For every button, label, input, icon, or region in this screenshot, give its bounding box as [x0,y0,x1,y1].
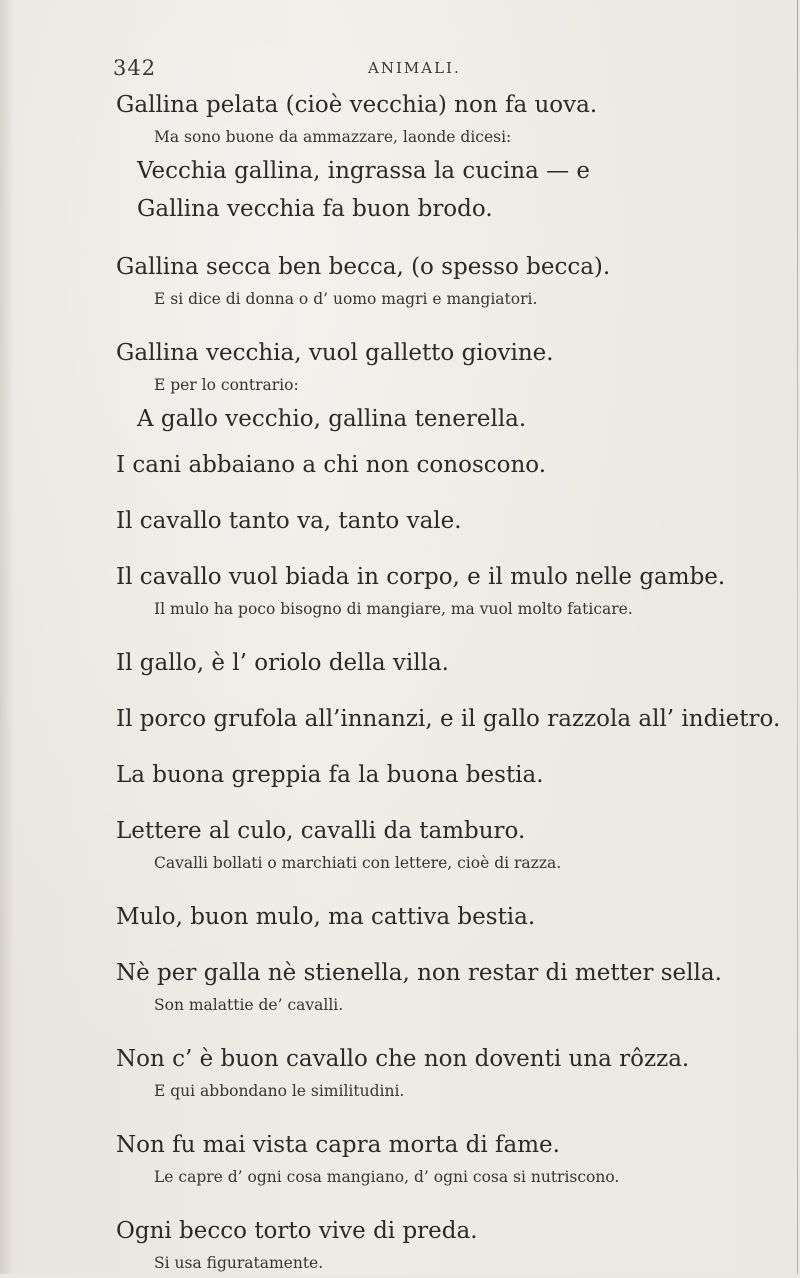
proverb-entry [0,1214,800,1278]
page-header [113,56,713,86]
proverb-part: Gallina pelata (cioè vecchia) non fa uova. [116,92,598,118]
proverb-entry [0,504,800,538]
proverb-note: Cavalli bollati o marchiati con lettere, cioè di razza. [154,854,562,872]
proverb-text: La buona greppia fa la buona bestia. [116,762,544,788]
proverb-entry [0,88,800,228]
proverb-entry [0,814,800,878]
proverb-list [0,88,800,1278]
proverb-text: I cani abbaiano a chi non conoscono. [116,452,547,478]
proverb-text: Il gallo, è l’ oriolo della villa. [116,650,449,676]
proverb-note: Son malattie de’ cavalli. [154,996,344,1014]
proverb-entry [0,956,800,1020]
proverb-entry [0,702,800,736]
proverb-text: Il cavallo vuol biada in corpo, e il mulo nelle gambe. [116,564,726,590]
proverb-note: E per lo contrario: [154,376,299,394]
proverb-entry [0,1128,800,1192]
proverb-text: Non c’ è buon cavallo che non doventi una rôzza. [116,1046,690,1072]
proverb-text: Non fu mai vista capra morta di fame. [116,1132,560,1158]
proverb-entry [0,1042,800,1106]
proverb-subline: Vecchia gallina, ingrassa la cucina — e [137,158,591,184]
proverb-note: Le capre d’ ogni cosa mangiano, d’ ogni cosa si nutriscono. [154,1168,620,1186]
proverb-subline: A gallo vecchio, gallina tenerella. [137,406,527,432]
page-number: 342 [113,56,157,80]
proverb-text: Ogni becco torto vive di preda. [116,1218,478,1244]
proverb-entry [0,646,800,680]
proverb-note: Ma sono buone da ammazzare, laonde dicesi: [154,128,512,146]
proverb-text: Il cavallo tanto va, tanto vale. [116,508,462,534]
proverb-subline: Gallina vecchia fa buon brodo. [137,196,493,222]
proverb-text: Gallina vecchia, vuol galletto giovine. [116,340,554,366]
proverb-entry [0,250,800,314]
proverb-text [116,88,800,122]
proverb-entry [0,900,800,934]
proverb-entry [0,758,800,792]
proverb-entry [0,448,800,482]
proverb-text: Gallina secca ben becca, (o spesso becca). [116,254,611,280]
proverb-entry [0,560,800,624]
proverb-entry [0,336,800,438]
running-title: ANIMALI. [368,59,461,77]
proverb-text: Lettere al culo, cavalli da tamburo. [116,818,526,844]
proverb-note: Il mulo ha poco bisogno di mangiare, ma vuol molto faticare. [154,600,633,618]
proverb-note: Si usa figuratamente. [154,1254,324,1272]
proverb-text: Mulo, buon mulo, ma cattiva bestia. [116,904,536,930]
proverb-text: Il porco grufola all’innanzi, e il gallo razzola all’ indietro. [116,706,781,732]
proverb-note: E qui abbondano le similitudini. [154,1082,405,1100]
proverb-text: Nè per galla nè stienella, non restar di metter sella. [116,960,722,986]
proverb-note: E si dice di donna o d’ uomo magri e mangiatori. [154,290,538,308]
